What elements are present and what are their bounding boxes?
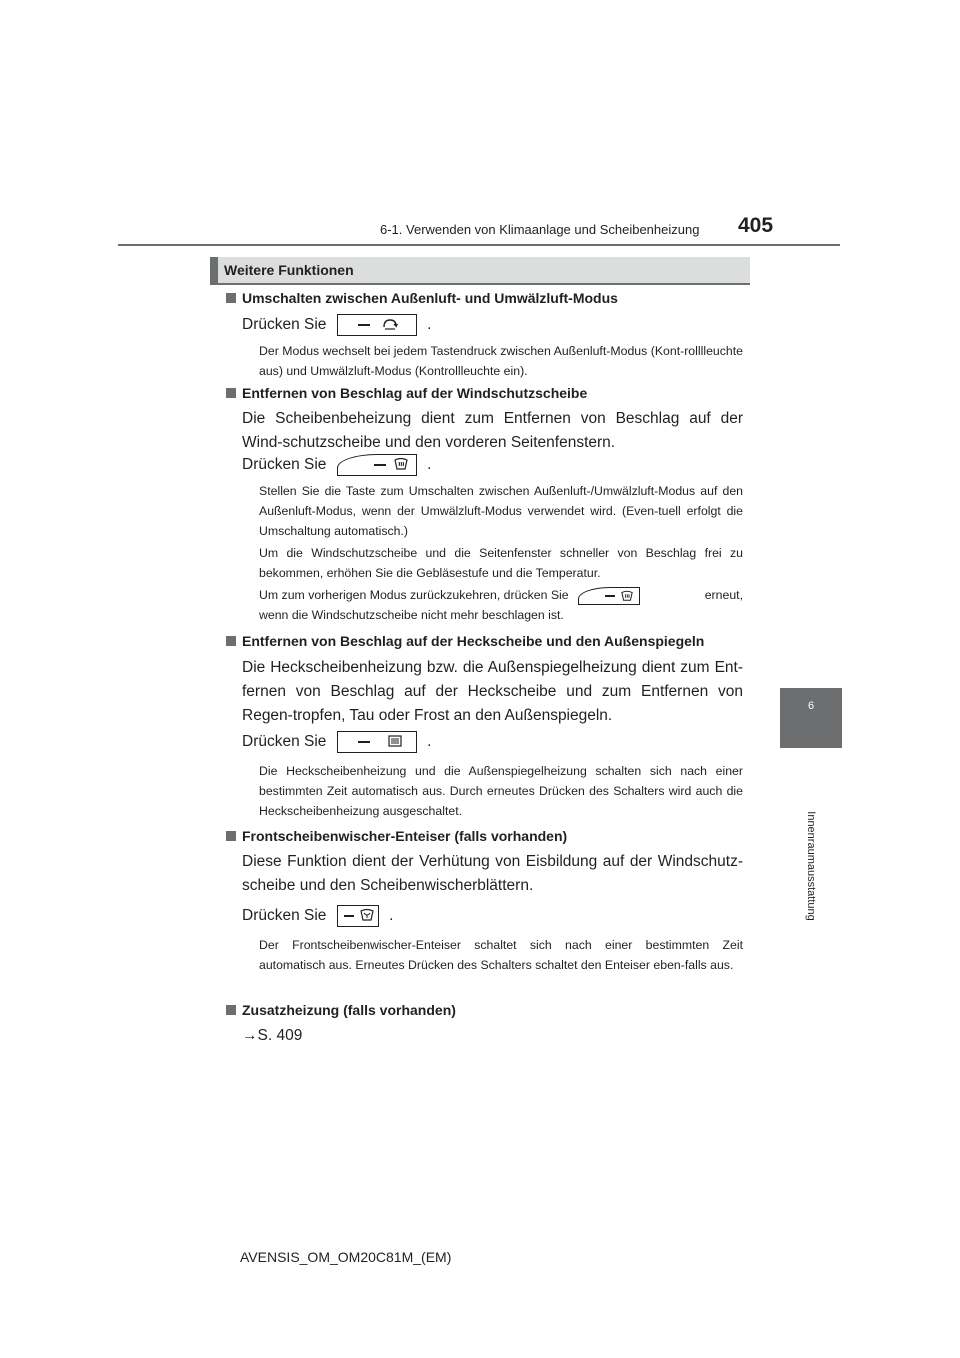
section-title: [226, 828, 567, 844]
note-text: Der Modus wechselt bei jedem Tastendruck zwischen Außenluft-Modus (Kont-rolllleuchte aus) und Umwälzluft-Modus (Kontrollleuchte ein).: [259, 344, 743, 378]
windshield-defroster-icon: [394, 457, 408, 471]
bullet-square-icon: [226, 1005, 236, 1015]
rear-window-defogger-icon: [388, 734, 402, 748]
air-recirculation-icon: [382, 317, 398, 331]
press-end: .: [389, 907, 394, 924]
arrow-icon: →: [242, 1027, 258, 1044]
section-box-title: Weitere Funktionen: [224, 262, 354, 278]
body-text: Die Heckscheibenheizung bzw. die Außenspiegelheizung dient zum Ent-fernen von Beschlag auf der Heckscheibe und zum Entfernen von Regen-tropfen, Tau oder Frost an den Außenspiegeln.: [242, 659, 743, 724]
body-text: Diese Funktion dient der Verhütung von Eisbildung auf der Windschutz-scheibe und den Scheibenwischerblättern.: [242, 853, 743, 894]
page-reference-text: S. 409: [257, 1027, 303, 1044]
section-title: [226, 385, 587, 401]
press-end: .: [427, 733, 432, 750]
press-label: Drücken Sie: [242, 907, 327, 924]
recirculation-button: [337, 314, 417, 336]
chapter-label: Innenraumausstattung: [805, 811, 817, 921]
section-title-text: Zusatzheizung (falls vorhanden): [242, 1002, 456, 1018]
bullet-square-icon: [226, 831, 236, 841]
press-label: Drücken Sie: [242, 733, 327, 750]
chapter-number: 6: [807, 700, 815, 712]
header-divider: [118, 244, 840, 246]
press-end: .: [427, 456, 432, 473]
section-title: [226, 1002, 456, 1018]
wiper-deicer-button: [337, 905, 379, 927]
bullet-square-icon: [226, 388, 236, 398]
defroster-button: [578, 587, 640, 605]
windshield-defroster-icon: [621, 590, 633, 602]
page-reference: [242, 1027, 302, 1045]
section-title-text: Umschalten zwischen Außenluft- und Umwälzluft-Modus: [242, 290, 618, 306]
section-title-text: Entfernen von Beschlag auf der Heckscheibe und den Außenspiegeln: [242, 633, 705, 649]
note-text: Der Frontscheibenwischer-Enteiser schaltet sich nach einer bestimmten Zeit automatisch aus. Erneutes Drücken des Schalters schaltet den Enteiser eben-falls aus.: [259, 938, 743, 972]
note-text-with-button: [259, 585, 743, 605]
bullet-square-icon: [226, 636, 236, 646]
page-number: 405: [738, 214, 774, 237]
running-header: 6-1. Verwenden von Klimaanlage und Scheibenheizung: [380, 222, 700, 237]
press-label: Drücken Sie: [242, 456, 327, 473]
wiper-deicer-icon: [360, 908, 374, 922]
press-instruction: [242, 730, 431, 754]
note-text: Um die Windschutzscheibe und die Seitenfenster schneller von Beschlag frei zu bekommen, erhöhen Sie die Gebläsestufe und die Temperatur.: [259, 546, 743, 580]
press-instruction: [242, 904, 393, 928]
section-title: [226, 290, 618, 306]
defroster-button: [337, 454, 417, 476]
document-code: AVENSIS_OM_OM20C81M_(EM): [240, 1249, 452, 1265]
section-box-accent: [210, 257, 218, 285]
bullet-square-icon: [226, 293, 236, 303]
press-label: Drücken Sie: [242, 316, 327, 333]
body-text: Die Scheibenbeheizung dient zum Entfernen von Beschlag auf der Wind-schutzscheibe und den vorderen Seitenfenstern.: [242, 410, 743, 451]
note-text-part: erneut,: [704, 588, 743, 602]
press-instruction: [242, 313, 431, 337]
rear-defogger-button: [337, 731, 417, 753]
press-instruction: [242, 453, 431, 477]
note-text: Die Heckscheibenheizung und die Außenspiegelheizung schalten sich nach einer bestimmten Zeit automatisch aus. Durch erneutes Drücken des Schalters wird auch die Heckscheibenheizung ausgeschaltet.: [259, 764, 743, 818]
section-title-text: Entfernen von Beschlag auf der Windschutzscheibe: [242, 385, 588, 401]
press-end: .: [427, 316, 432, 333]
section-title-text: Frontscheibenwischer-Enteiser (falls vorhanden): [242, 828, 568, 844]
note-text-part: Um zum vorherigen Modus zurückzukehren, drücken Sie: [259, 588, 569, 602]
note-text: Stellen Sie die Taste zum Umschalten zwischen Außenluft-/Umwälzluft-Modus auf den Außenluft-Modus, wenn der Umwälzluft-Modus verwendet wird. (Even-tuell erfolgt die Umschaltung automatisch.): [259, 484, 743, 538]
chapter-tab: [780, 688, 842, 748]
section-title: [226, 633, 704, 649]
note-text: wenn die Windschutzscheibe nicht mehr beschlagen ist.: [259, 608, 564, 622]
